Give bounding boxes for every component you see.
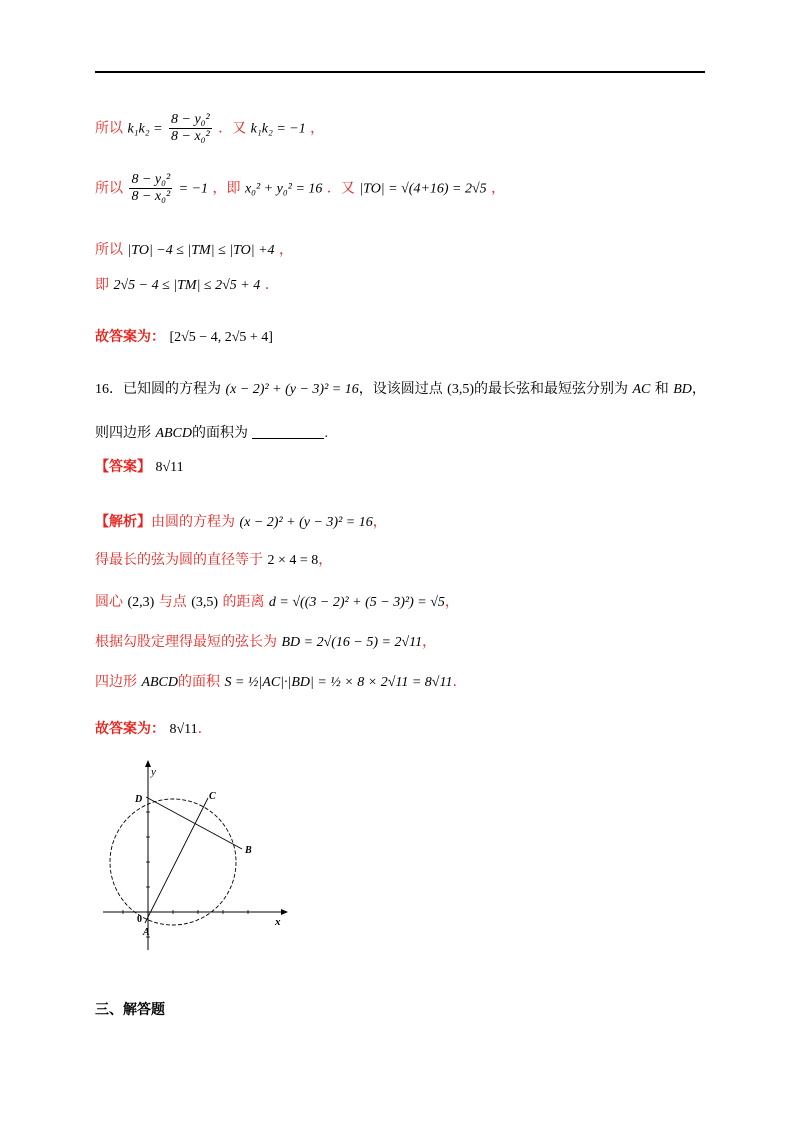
math-result: 8√11 bbox=[169, 722, 198, 737]
analysis-text: 由圆的方程为 bbox=[151, 514, 235, 530]
text-prefix: 所以 bbox=[95, 120, 123, 137]
punct: ， bbox=[318, 552, 333, 568]
point-b-label: B bbox=[245, 845, 252, 856]
q16-line-1 bbox=[95, 378, 706, 398]
x-axis-arrow-icon bbox=[281, 909, 288, 915]
prev-line-5 bbox=[95, 326, 273, 346]
answer-blank bbox=[252, 426, 324, 439]
question-text: 和 bbox=[654, 381, 669, 397]
point-a-label: A bbox=[143, 927, 150, 938]
analysis-line-2 bbox=[95, 549, 332, 569]
q16-line-2 bbox=[95, 422, 328, 442]
text-connector: ，即 bbox=[212, 180, 241, 197]
math-point: (3,5) bbox=[447, 382, 474, 397]
x-axis-label: x bbox=[275, 916, 281, 928]
punct: . bbox=[264, 277, 270, 293]
punct: . bbox=[452, 674, 457, 690]
math-interval: [2√5 − 4, 2√5 + 4] bbox=[169, 330, 273, 345]
fraction-numerator: 8 − y₀² bbox=[131, 172, 171, 187]
analysis-text: 圆心 bbox=[95, 594, 123, 610]
text-prefix: 即 bbox=[95, 277, 109, 293]
punct: ， bbox=[422, 634, 437, 650]
math-eq: = −1 bbox=[178, 181, 209, 197]
point-d-label: D bbox=[135, 794, 143, 805]
math-chord-bd: BD bbox=[673, 382, 692, 397]
answer-label: 【答案】 bbox=[95, 459, 151, 475]
y-axis-label: y bbox=[151, 766, 156, 778]
punct: ， bbox=[310, 120, 325, 137]
analysis-text: 的面积 bbox=[178, 674, 221, 690]
fraction-numerator: 8 − y₀² bbox=[171, 112, 210, 127]
question-number: 16． bbox=[95, 382, 123, 397]
math-to-length: |TO| = √(4+16) = 2√5 bbox=[359, 181, 487, 197]
text-prefix: 所以 bbox=[95, 180, 123, 197]
analysis-text: 得最长的弦为圆的直径等于 bbox=[95, 552, 263, 568]
answer-line bbox=[95, 456, 184, 476]
question-text: 的最长弦和最短弦分别为 bbox=[474, 381, 628, 397]
fraction-denominator: 8 − x₀² bbox=[131, 189, 171, 204]
math-circle-eq: x₀² + y₀² = 16 bbox=[244, 181, 323, 197]
math-distance: d = √((3 − 2)² + (5 − 3)²) = √5 bbox=[268, 595, 445, 610]
chord-bd bbox=[146, 797, 242, 849]
punct: ， bbox=[691, 381, 706, 397]
math-short-chord: BD = 2√(16 − 5) = 2√11 bbox=[281, 635, 423, 650]
math-diameter: 2 × 4 = 8 bbox=[267, 553, 319, 568]
math-inequality: 2√5 − 4 ≤ |TM| ≤ 2√5 + 4 bbox=[113, 278, 261, 293]
prev-line-4 bbox=[95, 274, 269, 294]
analysis-text: 与点 bbox=[158, 594, 187, 610]
math-chord-ac: AC bbox=[632, 382, 651, 397]
math-k1k2: k₁k₂ = bbox=[127, 121, 163, 137]
circle-figure bbox=[95, 755, 295, 955]
math-area: S = ½|AC|·|BD| = ½ × 8 × 2√11 = 8√11 bbox=[224, 675, 453, 690]
chord-ac bbox=[145, 798, 208, 923]
analysis-line-5 bbox=[95, 671, 457, 691]
punct: ， bbox=[444, 594, 459, 610]
question-text: 已知圆的方程为 bbox=[123, 381, 221, 397]
question-text: 的面积为 bbox=[192, 425, 249, 441]
point-c-label: C bbox=[209, 791, 216, 802]
analysis-line-3 bbox=[95, 591, 459, 611]
punct: . bbox=[197, 721, 203, 737]
prev-line-2 bbox=[95, 172, 505, 205]
math-circle-equation: (x − 2)² + (y − 3)² = 16 bbox=[239, 515, 373, 530]
math-point: (3,5) bbox=[191, 595, 219, 610]
header-rule bbox=[95, 71, 705, 73]
text-connector: ．又 bbox=[326, 180, 355, 197]
math-center: (2,3) bbox=[127, 595, 155, 610]
text-connector: ．又 bbox=[218, 120, 247, 137]
punct: ， bbox=[279, 242, 293, 258]
answer-value: 8√11 bbox=[155, 460, 184, 475]
answer-prefix: 故答案为： bbox=[95, 721, 165, 737]
math-product-eq: k₁k₂ = −1 bbox=[250, 121, 306, 137]
analysis-text: 四边形 bbox=[95, 674, 137, 690]
section3-title bbox=[95, 999, 165, 1019]
fraction bbox=[169, 112, 212, 145]
analysis-line-1 bbox=[95, 511, 387, 531]
math-quadrilateral: ABCD bbox=[141, 675, 179, 690]
analysis-label: 【解析】 bbox=[95, 514, 151, 530]
math-quadrilateral: ABCD bbox=[155, 426, 193, 441]
math-inequality: |TO| −4 ≤ |TM| ≤ |TO| +4 bbox=[127, 243, 275, 258]
answer-prefix: 故答案为： bbox=[95, 329, 165, 345]
question-text: ，设该圆过点 bbox=[358, 381, 443, 397]
fraction-denominator: 8 − x₀² bbox=[171, 129, 210, 144]
analysis-text: 根据勾股定理得最短的弦长为 bbox=[95, 634, 277, 650]
prev-line-1 bbox=[95, 112, 324, 145]
punct: . bbox=[324, 426, 328, 441]
punct: ， bbox=[372, 514, 387, 530]
math-circle-equation: (x − 2)² + (y − 3)² = 16 bbox=[225, 382, 359, 397]
prev-line-3 bbox=[95, 239, 293, 259]
origin-label: 0 bbox=[137, 914, 142, 925]
analysis-line-6 bbox=[95, 718, 202, 738]
fraction bbox=[129, 172, 172, 205]
circle bbox=[110, 799, 236, 925]
text-prefix: 所以 bbox=[95, 242, 123, 258]
analysis-line-4 bbox=[95, 631, 436, 651]
analysis-text: 的距离 bbox=[222, 594, 265, 610]
punct: ， bbox=[491, 180, 506, 197]
section-heading: 三、解答题 bbox=[95, 1002, 165, 1018]
question-text: 则四边形 bbox=[95, 425, 151, 441]
